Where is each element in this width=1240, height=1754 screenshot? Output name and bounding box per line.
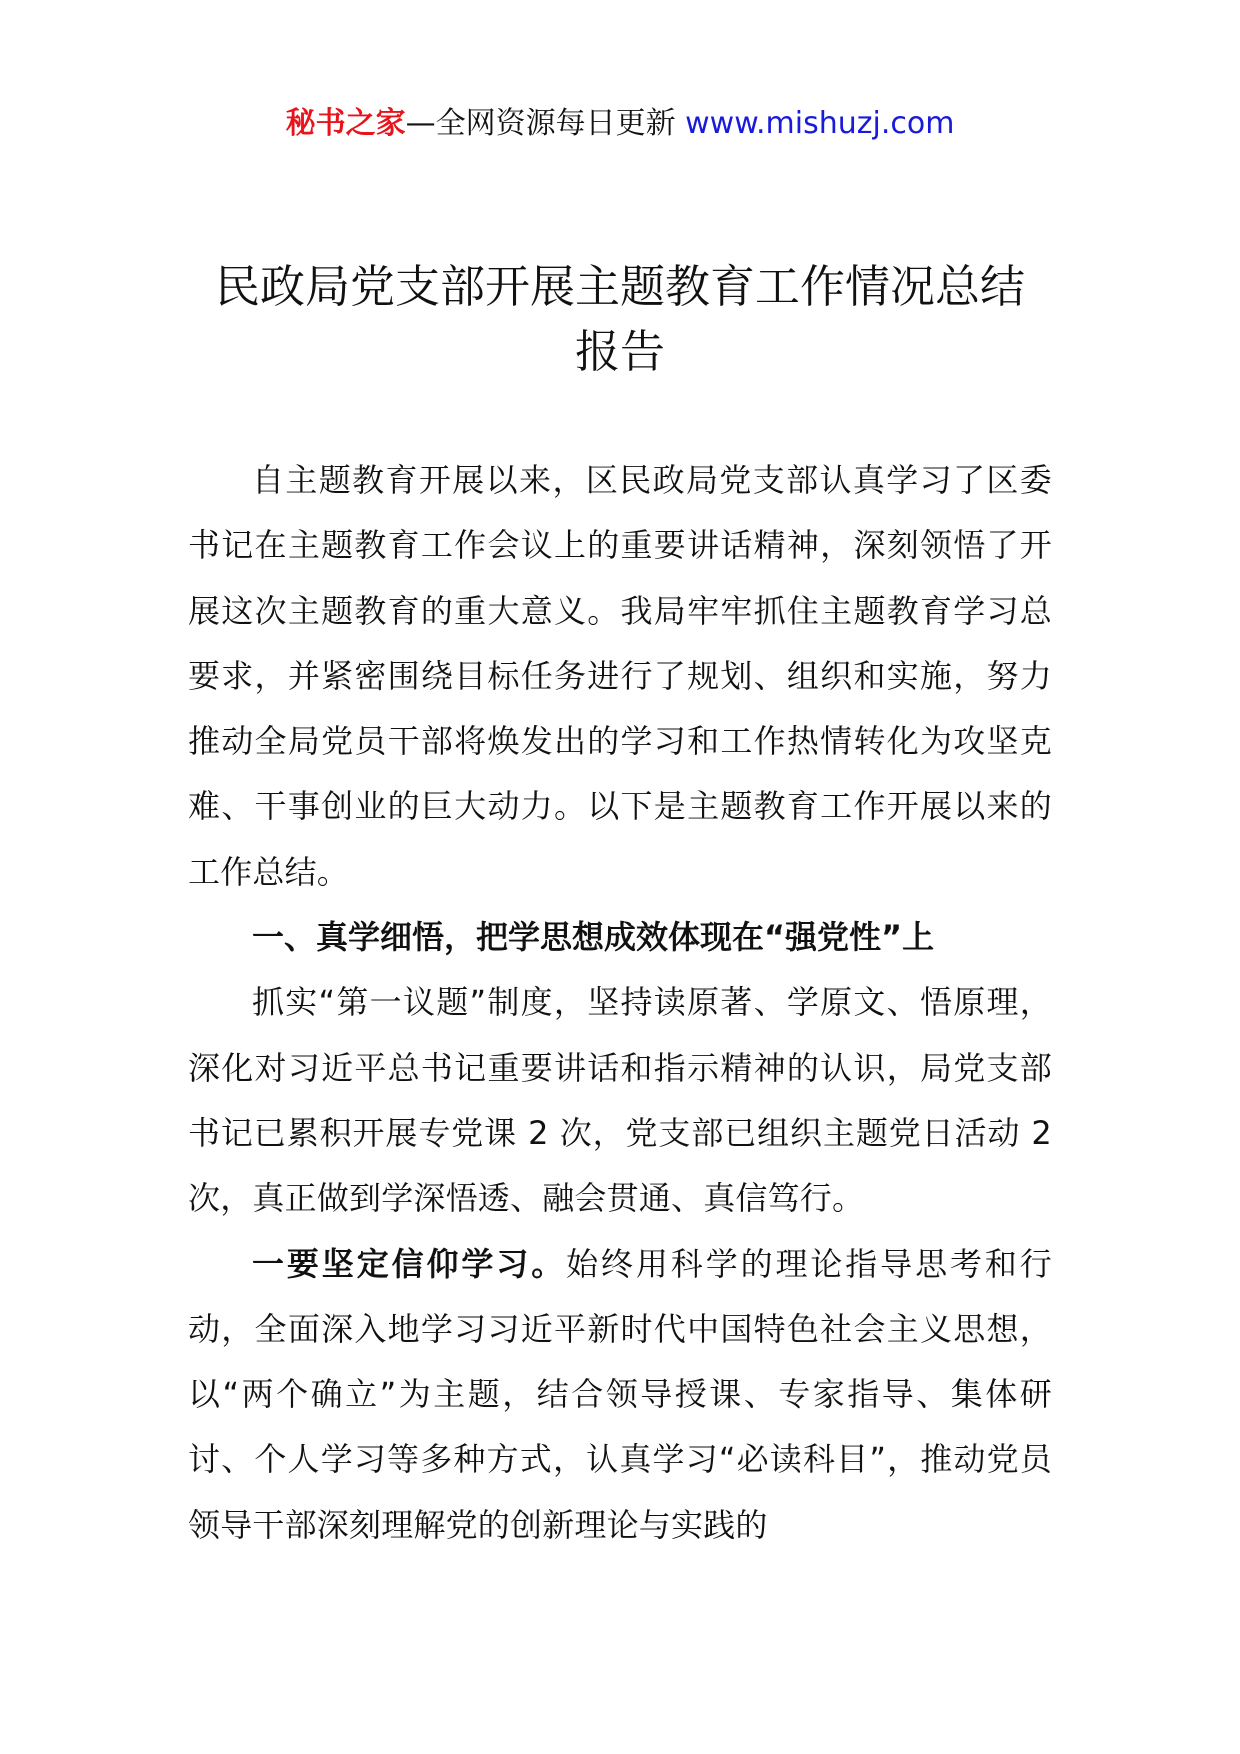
- site-brand: 秘书之家: [285, 106, 406, 141]
- document-title-line-2: 报告: [574, 325, 665, 378]
- site-slogan: —全网资源每日更新: [405, 106, 686, 141]
- site-url-link[interactable]: www.mishuzj.com: [685, 106, 955, 141]
- document-body: [188, 448, 1052, 1558]
- site-header: [0, 102, 1240, 146]
- intro-paragraph: 自主题教育开展以来，区民政局党支部认真学习了区委书记在主题教育工作会议上的重要讲话精神，深刻领悟了开展这次主题教育的重大意义。我局牢牢抓住主题教育学习总要求，并紧密围绕目标任务进行了规划、组织和实施，努力推动全局党员干部将焕发出的学习和工作热情转化为攻坚克难、干事创业的巨大动力。以下是主题教育工作开展以来的工作总结。: [188, 461, 1052, 891]
- point-1-lead: 一要坚定信仰学习。: [252, 1244, 567, 1283]
- section-1-paragraph: 抓实“第一议题”制度，坚持读原著、学原文、悟原理，深化对习近平总书记重要讲话和指示精神的认识，局党支部书记已累积开展专党课 2 次，党支部已组织主题党日活动 2 次，真正做到学深悟透、融会贯通、真信笃行。: [188, 983, 1052, 1218]
- document-title: [160, 254, 1080, 384]
- point-1-text: 始终用科学的理论指导思考和行动，全面深入地学习习近平新时代中国特色社会主义思想，以“两个确立”为主题，结合领导授课、专家指导、集体研讨、个人学习等多种方式，认真学习“必读科目”，推动党员领导干部深刻理解党的创新理论与实践的: [188, 1244, 1052, 1544]
- section-heading-1: 一、真学细悟，把学思想成效体现在“强党性”上: [252, 918, 935, 957]
- document-title-line-1: 民政局党支部开展主题教育工作情况总结: [214, 260, 1025, 313]
- section-1-point-1: [188, 1232, 1052, 1558]
